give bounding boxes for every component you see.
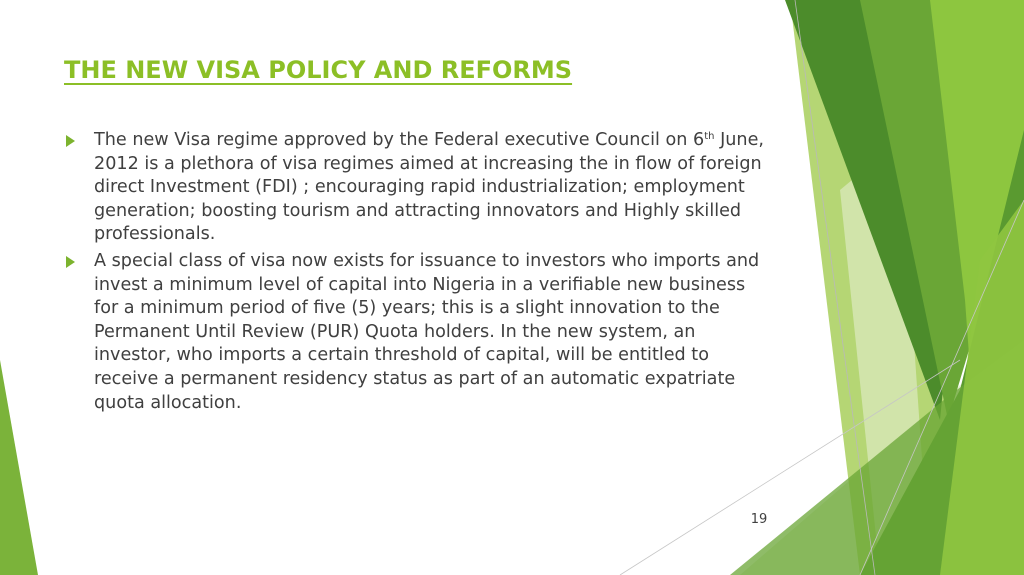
bullet-2-text: A special class of visa now exists for issuance to investors who imports and invest a minimum level of capital into Nigeria in a verifiable new business for a minimum period of five (5) years; this is a slight innovation to the Permanent Until Review (PUR) Quota holders. In the new system, an investor, who imports a certain threshold of capital, will be entitled to receive a permanent residency status as part of an automatic expatriate quota allocation. [94,250,760,413]
left-edge-shape [0,360,38,575]
bullet-list [64,129,764,418]
bullet-1-text-end: June, 2012 is a plethora of visa regimes aimed at increasing the in flow of foreign direct Investment (FDI) ; encouraging rapid industrialization; employment generation; boosting tourism and attracting innovators and Highly skilled professionals. [94,130,764,245]
bullet-item-2 [64,250,764,415]
green-triangle-bullet-icon [66,256,75,268]
bullet-item-1 [64,129,764,247]
bullet-1-text-start: The new Visa regime approved by the Federal executive Council on 6 [94,130,705,150]
page-number: 19 [750,512,768,527]
slide-title: THE NEW VISA POLICY AND REFORMS [64,56,573,84]
bullet-1-superscript: th [704,131,715,142]
green-triangle-bullet-icon [66,135,75,147]
